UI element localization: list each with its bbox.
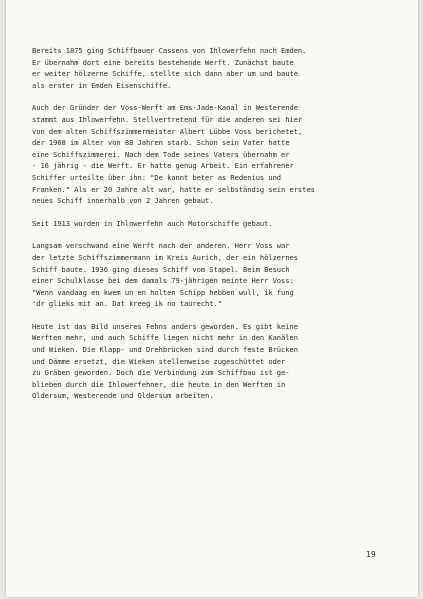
- text-line: und Dämme ersetzt, die Wieken stellenweise zugeschüttet oder: [32, 356, 286, 366]
- text-line: Werften mehr, und auch Schiffe liegen nicht mehr in den Kanälen: [32, 333, 298, 343]
- paragraph: [32, 240, 394, 310]
- text-line: Heute ist das Bild unseres Fehns anders geworden. Es gibt keine: [32, 321, 298, 331]
- text-line: einer Schulklasse bei dem damals 79-jährigen meinte Herr Voss:: [32, 276, 294, 286]
- body-text: [32, 45, 394, 413]
- text-line: zu Gräben geworden. Doch die Verbindung zum Schiffbau ist ge-: [32, 368, 290, 378]
- text-line: 'dr glieks mit an. Dat kreeg ik no taurecht.": [32, 299, 222, 309]
- text-line: der letzte Schiffszimmermann im Kreis Aurich, der ein hölzernes: [32, 252, 298, 262]
- paragraph: [32, 45, 394, 91]
- text-line: Oldersum, Westerende und Oldersum arbeiten.: [32, 391, 214, 401]
- text-line: Auch der Gründer der Voss-Werft am Ems-Jade-Kanal in Westerende: [32, 103, 298, 113]
- paragraph: [32, 218, 394, 230]
- text-line: Bereits 1875 ging Schiffbauer Cassens von Ihlowerfehn nach Emden.: [32, 46, 307, 55]
- text-line: Franken." Als er 20 Jahre alt war, hatte er selbständig sein erstes: [32, 184, 315, 194]
- text-line: von dem alten Schiffszimmermeister Albert Lübbe Voss berichetet,: [32, 126, 303, 136]
- text-line: neues Schiff innerhalb von 2 Jahren gebaut.: [32, 196, 214, 206]
- text-line: Langsam verschwand eine Werft nach der anderen. Herr Voss war: [32, 241, 290, 251]
- paragraph: [32, 102, 394, 206]
- paragraph: [32, 321, 394, 402]
- text-line: - 16 jährig - die Werft. Er hatte genug Arbeit. Ein erfahrener: [32, 161, 294, 171]
- text-line: als erster in Emden Eisenschiffe.: [32, 80, 172, 90]
- text-line: Seit 1913 wurden in Ihlowerfehn auch Motorschiffe gebaut.: [32, 218, 273, 228]
- text-line: und Wieken. Die Klapp- und Drehbrücken sind durch feste Brücken: [32, 345, 298, 355]
- text-line: Er übernahm dort eine bereits bestehende Werft. Zunächst baute: [32, 57, 294, 67]
- text-line: "Wenn vandaag en kwem un en holten Schipp hebben wull, ik fung: [32, 287, 294, 297]
- document-page: [6, 0, 418, 597]
- text-line: er weiter hölzerne Schiffe, stellte sich dann aber um und baute: [32, 69, 298, 79]
- text-line: blieben durch die Ihlowerfehner, die heute in den Werften in: [32, 379, 286, 389]
- text-line: Schiffer urteilte über ihn: "De kannt beter as Redenius und: [32, 172, 282, 182]
- text-line: der 1968 im Alter von 88 Jahren starb. Schon sein Vater hatte: [32, 138, 290, 148]
- text-line: Schiff baute. 1936 ging dieses Schiff vom Stapel. Beim Besuch: [32, 264, 290, 274]
- text-line: stammt aus Ihlowerfehn. Stellvertretend für die anderen sei hier: [32, 114, 303, 124]
- text-line: eine Schiffszimmerei. Nach dem Tode seines Vaters übernahm er: [32, 149, 290, 159]
- page-number: 19: [366, 550, 376, 559]
